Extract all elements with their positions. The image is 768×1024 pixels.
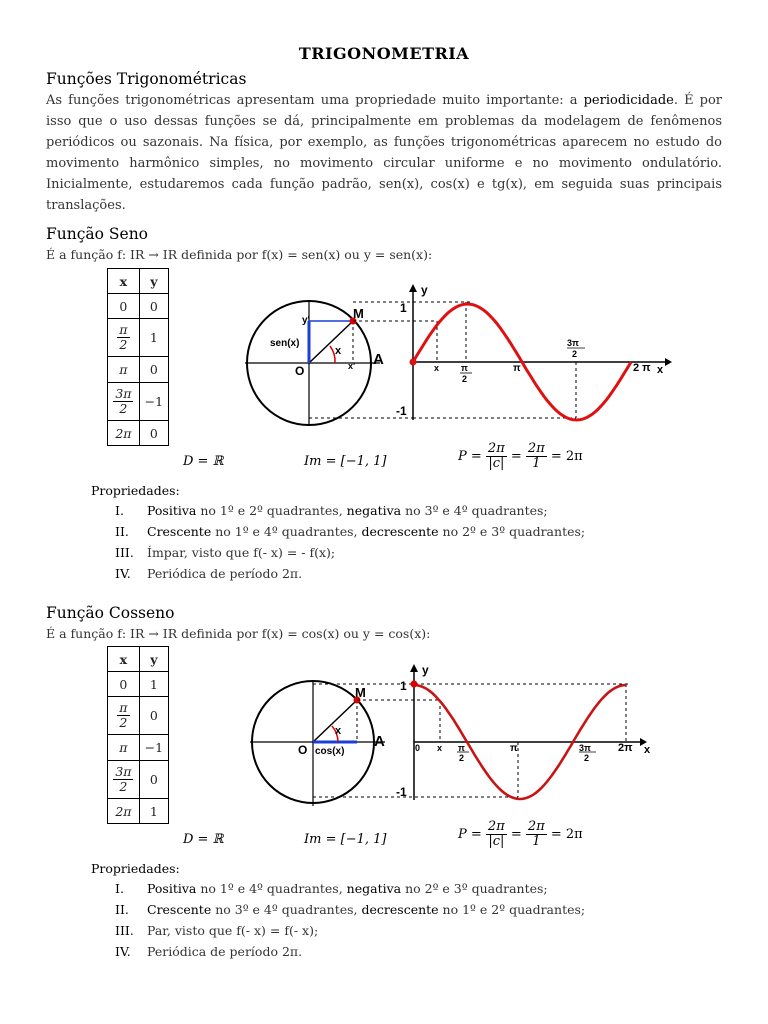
property-number: IV. [115, 944, 131, 959]
cosseno-tick-pi-num: π [458, 743, 465, 753]
cosseno-tick-zero: 0 [415, 743, 421, 753]
seno-props-title: Propriedades: [91, 483, 180, 498]
cosseno-graph [240, 660, 670, 812]
property-number: III. [115, 545, 134, 560]
seno-label-xprime: x' [348, 361, 356, 371]
property-keyword: Crescente [147, 524, 212, 539]
seno-property-item [115, 563, 585, 584]
property-text: no 1º e 4º quadrantes, [196, 881, 347, 896]
cosseno-table-x: $\frac{3\pi}{2}$ [108, 761, 140, 799]
seno-label-A: A [373, 351, 384, 368]
property-keyword: decrescente [361, 524, 439, 539]
seno-table-y: 0 [139, 294, 168, 319]
cosseno-property-item [115, 920, 585, 941]
cosseno-tick-3pi-den: 2 [584, 753, 590, 763]
cosseno-table-y: 1 [139, 799, 168, 824]
cosseno-tick-pi-den: 2 [459, 753, 465, 763]
seno-table-y: 0 [139, 357, 168, 383]
seno-axis-y: y [421, 283, 428, 297]
cosseno-domain: D = ℝ [183, 832, 224, 847]
cosseno-label-x: x [335, 725, 342, 737]
seno-axis-minus-one: -1 [396, 404, 407, 418]
seno-domain: D = ℝ [183, 454, 224, 469]
property-text: Par, visto que f(- x) = f(- x); [147, 923, 319, 938]
cosseno-table [107, 646, 169, 824]
property-text: no 1º e 2º quadrantes, [196, 503, 347, 518]
intro-text-after: . É por isso que o uso dessas funções se dá, principalmente em problemas da modelagem de fenômenos periódicos ou sazonais. Na física, por exemplo, as funções trigonométricas aparecem no estudo do movimento harmônico simples, no movimento circular uniforme e no movimento ondulatório. Inicialmente, estudaremos cada função padrão, sen(x), cos(x) e tg(x), em seguida suas principais translações. [46, 93, 723, 213]
seno-graph [240, 280, 680, 428]
cosseno-table-y: 0 [139, 697, 168, 735]
cosseno-image: Im = [−1, 1] [304, 832, 387, 847]
seno-tick-3pi-num: 3π [567, 338, 579, 348]
intro-heading: Funções Trigonométricas [46, 70, 247, 88]
cosseno-tick-x: x [437, 743, 443, 753]
property-text: no 3º e 4º quadrantes, [211, 902, 362, 917]
intro-highlight: periodicidade [583, 93, 674, 108]
cosseno-axis-minus-one: -1 [396, 785, 407, 799]
property-text: no 2º e 3º quadrantes; [401, 881, 548, 896]
seno-tick-pi-num: π [461, 363, 468, 373]
seno-props-list [115, 500, 585, 584]
cosseno-label-A: A [374, 733, 385, 750]
property-number: II. [115, 524, 129, 539]
cosseno-table-x: π [108, 735, 140, 761]
cosseno-property-item [115, 878, 585, 899]
seno-table-x: π [108, 357, 140, 383]
cosseno-label-M: M [355, 685, 366, 700]
cosseno-table-x: $\frac{\pi}{2}$ [108, 697, 140, 735]
cosseno-props-title: Propriedades: [91, 861, 180, 876]
cosseno-table-x: 2π [108, 799, 140, 824]
seno-property-item [115, 500, 585, 521]
cosseno-axis-x: x [644, 744, 651, 756]
cosseno-table-header-x: x [108, 647, 140, 672]
seno-label-O: O [295, 364, 305, 378]
cosseno-tick-2pi: 2π [618, 742, 633, 754]
cosseno-table-x: 0 [108, 672, 140, 697]
seno-label-M: M [353, 306, 364, 321]
property-keyword: decrescente [361, 902, 439, 917]
cosseno-props-list [115, 878, 585, 962]
seno-table-y: 0 [139, 421, 168, 446]
seno-tick-x: x [434, 363, 440, 373]
property-number: I. [115, 503, 124, 518]
property-text: Ímpar, visto que f(- x) = - f(x); [147, 545, 336, 560]
cosseno-tick-3pi-num: 3π [579, 743, 591, 753]
seno-tick-pi: π [513, 363, 521, 374]
seno-tick-pi-den: 2 [462, 374, 468, 384]
seno-axis-x: x [657, 364, 664, 376]
seno-table-y: 1 [139, 319, 168, 357]
seno-label-x: x [335, 345, 342, 357]
cosseno-axis-y: y [422, 663, 429, 677]
cosseno-axis-one: 1 [400, 679, 407, 693]
seno-label-yprime: y' [302, 315, 310, 326]
property-keyword: Positiva [147, 881, 197, 896]
property-text: Periódica de período 2π. [147, 944, 303, 959]
property-keyword: Crescente [147, 902, 212, 917]
cosseno-label-cos: cos(x) [315, 746, 345, 757]
seno-tick-3pi-den: 2 [572, 349, 578, 359]
property-number: IV. [115, 566, 131, 581]
property-keyword: Positiva [147, 503, 197, 518]
property-text: no 1º e 2º quadrantes; [438, 902, 586, 917]
seno-label-sen: sen(x) [270, 338, 300, 349]
property-text: no 3º e 4º quadrantes; [401, 503, 548, 518]
property-keyword: negativa [346, 881, 402, 896]
cosseno-definition: É a função f: IR → IR definida por f(x) = cos(x) ou y = cos(x): [46, 626, 431, 641]
seno-table-x: $\frac{3\pi}{2}$ [108, 383, 140, 421]
seno-table-header-y: y [139, 269, 168, 294]
seno-property-item [115, 521, 585, 542]
seno-table-header-x: x [108, 269, 140, 294]
seno-period: P = $\frac{2\pi}{|c|}$ = $\frac{2\pi}{1}$ = 2π [458, 441, 583, 471]
seno-table-x: 2π [108, 421, 140, 446]
property-number: I. [115, 881, 124, 896]
property-keyword: negativa [346, 503, 402, 518]
cosseno-tick-pi: π [510, 743, 518, 754]
cosseno-table-header-y: y [139, 647, 168, 672]
property-number: II. [115, 902, 129, 917]
seno-definition: É a função f: IR → IR definida por f(x) = sen(x) ou y = sen(x): [46, 247, 433, 262]
seno-heading: Função Seno [46, 225, 149, 243]
seno-table-y: −1 [139, 383, 168, 421]
seno-table-x: $\frac{\pi}{2}$ [108, 319, 140, 357]
seno-table-x: 0 [108, 294, 140, 319]
cosseno-property-item [115, 941, 585, 962]
cosseno-heading: Função Cosseno [46, 604, 175, 622]
page-title: TRIGONOMETRIA [298, 44, 470, 63]
cosseno-table-y: 0 [139, 761, 168, 799]
property-number: III. [115, 923, 134, 938]
property-text: Periódica de período 2π. [147, 566, 303, 581]
property-text: no 2º e 3º quadrantes; [438, 524, 586, 539]
intro-paragraph [46, 90, 722, 216]
cosseno-table-y: 1 [139, 672, 168, 697]
intro-text-before: As funções trigonométricas apresentam uma propriedade muito importante: a [46, 93, 584, 108]
cosseno-table-y: −1 [139, 735, 168, 761]
seno-table [107, 268, 169, 446]
seno-property-item [115, 542, 585, 563]
cosseno-period: P = $\frac{2\pi}{|c|}$ = $\frac{2\pi}{1}$ = 2π [458, 819, 583, 849]
cosseno-label-O: O [298, 743, 308, 757]
seno-tick-2pi: 2 π [633, 362, 651, 374]
property-text: no 1º e 4º quadrantes, [211, 524, 362, 539]
cosseno-property-item [115, 899, 585, 920]
seno-axis-one: 1 [400, 301, 407, 315]
seno-image: Im = [−1, 1] [304, 454, 387, 469]
